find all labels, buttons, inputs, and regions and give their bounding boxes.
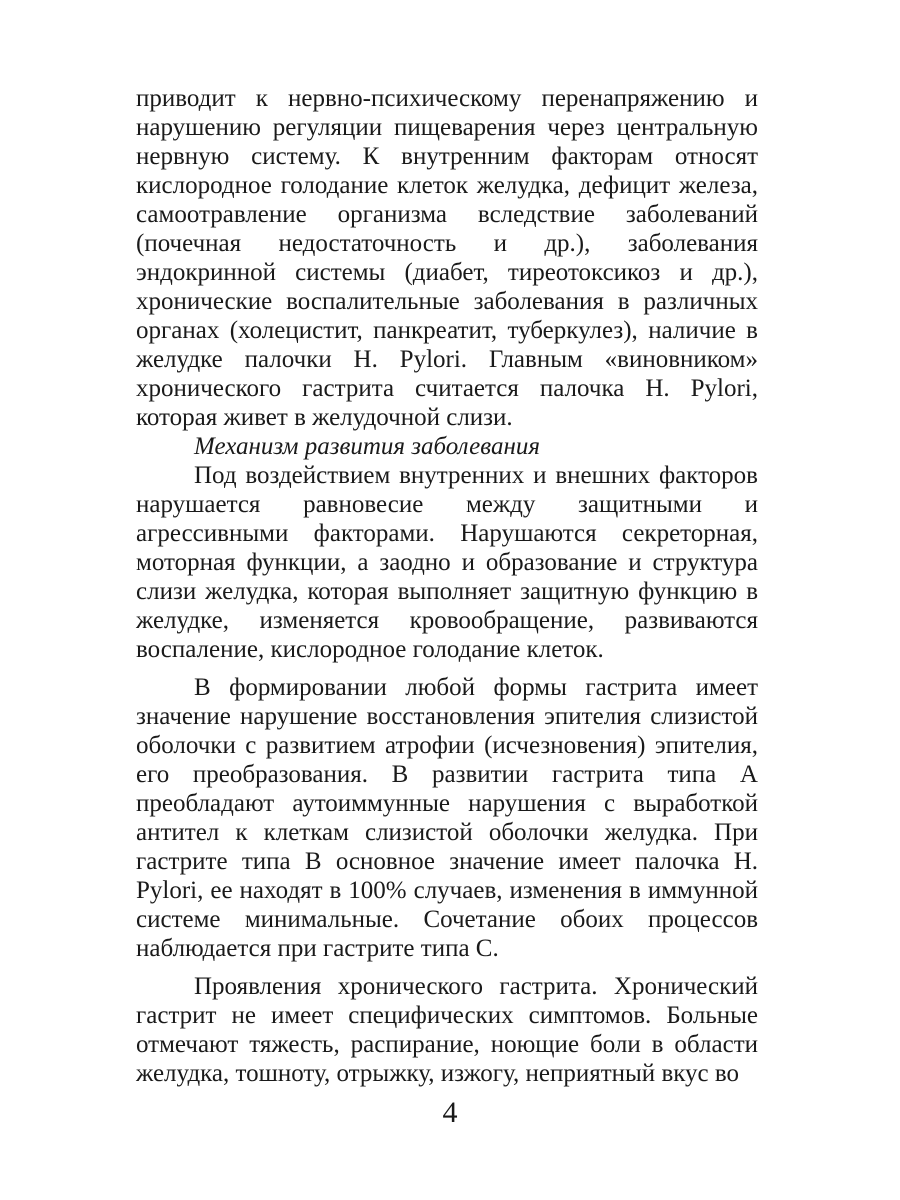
section-heading: Механизм развития заболевания: [194, 433, 540, 460]
page-number: 4: [442, 1096, 458, 1129]
page-body: [136, 84, 758, 1088]
paragraph-mechanism: Под воздействием внутренних и внешних факторов нарушается равновесие между защитными и агрессивными факторами. Нарушаются секреторная, моторная функции, а заодно и образование и структура слизи желудка, которая выполняет защитную функцию в желудке, изменяется кровообращение, развиваются воспаление, кислородное голодание клеток.: [136, 462, 758, 663]
paragraph-forms: В формировании любой формы гастрита имеет значение нарушение восстановления эпителия слизистой оболочки с развитием атрофии (исчезновения) эпителия, его преобразования. В развитии гастрита типа А преобладают аутоиммунные нарушения с выработкой антител к клеткам слизистой оболочки желудка. При гастрите типа В основное значение имеет палочка H. Pylori, ее находят в 100% случаев, изменения в иммунной системе минимальные. Сочетание обоих процессов наблюдается при гастрите типа С.: [136, 674, 758, 962]
paragraph-continued: приводит к нервно-психическому перенапряжению и нарушению регуляции пищеварения через центральную нервную систему. К внутренним факторам относят кислородное голодание клеток желудка, дефицит железа, самоотравление организма вследствие заболеваний (почечная недостаточность и др.), заболевания эндокринной системы (диабет, тиреотоксикоз и др.), хронические воспалительные заболевания в различных органах (холецистит, панкреатит, туберкулез), наличие в желудке палочки H. Pylori. Главным «виновником» хронического гастрита считается палочка H. Pylori, которая живет в желудочной слизи.: [136, 85, 758, 431]
paragraph-symptoms: Проявления хронического гастрита. Хронический гастрит не имеет специфических симптомов. Больные отмечают тяжесть, распирание, ноющие боли в области желудка, тошноту, отрыжку, изжогу, неприятный вкус во: [136, 973, 758, 1087]
